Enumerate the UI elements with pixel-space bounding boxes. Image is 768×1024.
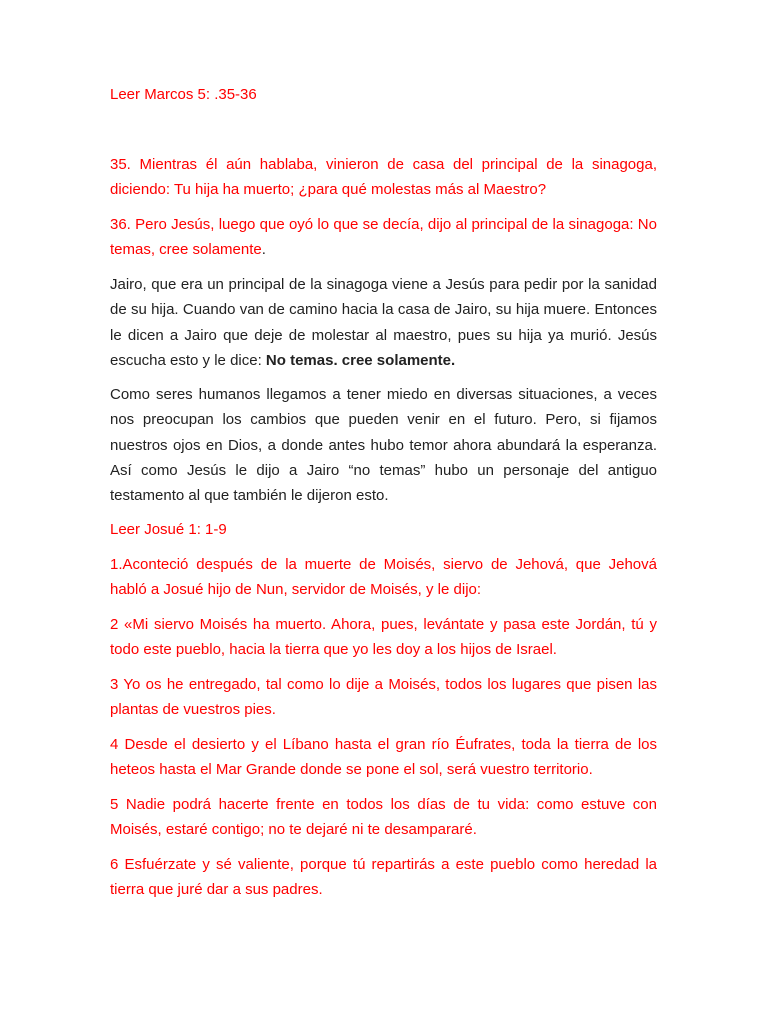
josue-verse-6: 6 Esfuérzate y sé valiente, porque tú repartirás a este pueblo como heredad la tierra que juré dar a sus padres. (110, 856, 657, 899)
verse-36-text: 36. Pero Jesús, luego que oyó lo que se decía, dijo al principal de la sinagoga: No temas, cree solamente (110, 216, 657, 259)
verse-35: 35. Mientras él aún hablaba, vinieron de casa del principal de la sinagoga, diciendo: Tu hija ha muerto; ¿para qué molestas más al Maestro? (110, 156, 657, 199)
verse-36 (110, 212, 657, 263)
paragraph-seres-humanos: Como seres humanos llegamos a tener miedo en diversas situaciones, a veces nos preocupan los cambios que pueden venir en el futuro. Pero, si fijamos nuestros ojos en Dios, a donde antes hubo temor ahora abundará la esperanza. Así como Jesús le dijo a Jairo “no temas” hubo un personaje del antiguo testamento al que también le dijeron esto. (110, 386, 657, 505)
josue-verse-3: 3 Yo os he entregado, tal como lo dije a Moisés, todos los lugares que pisen las plantas de vuestros pies. (110, 676, 657, 719)
josue-verse-1: 1.Aconteció después de la muerte de Moisés, siervo de Jehová, que Jehová habló a Josué hijo de Nun, servidor de Moisés, y le dijo: (110, 556, 657, 599)
josue-verse-5: 5 Nadie podrá hacerte frente en todos los días de tu vida: como estuve con Moisés, estaré contigo; no te dejaré ni te desampararé. (110, 796, 657, 839)
paragraph-jairo-bold: No temas. cree solamente. (265, 351, 456, 369)
josue-verse-4: 4 Desde el desierto y el Líbano hasta el gran río Éufrates, toda la tierra de los heteos hasta el Mar Grande donde se pone el sol, será vuestro territorio. (110, 736, 657, 779)
heading-leer-josue: Leer Josué 1: 1-9 (110, 521, 227, 538)
josue-verse-2: 2 «Mi siervo Moisés ha muerto. Ahora, pues, levántate y pasa este Jordán, tú y todo este pueblo, hacia la tierra que yo les doy a los hijos de Israel. (110, 616, 657, 659)
heading-leer-marcos: Leer Marcos 5: .35-36 (110, 86, 257, 103)
paragraph-jairo-text: Jairo, que era un principal de la sinagoga viene a Jesús para pedir por la sanidad de su hija. Cuando van de camino hacia la casa de Jairo, su hija muere. Entonces le dicen a Jairo que deje de molestar al maestro, pues su hija ya murió. Jesús escucha esto y le dice: (110, 276, 657, 369)
paragraph-jairo (110, 272, 657, 373)
verse-36-period: . (261, 241, 266, 259)
